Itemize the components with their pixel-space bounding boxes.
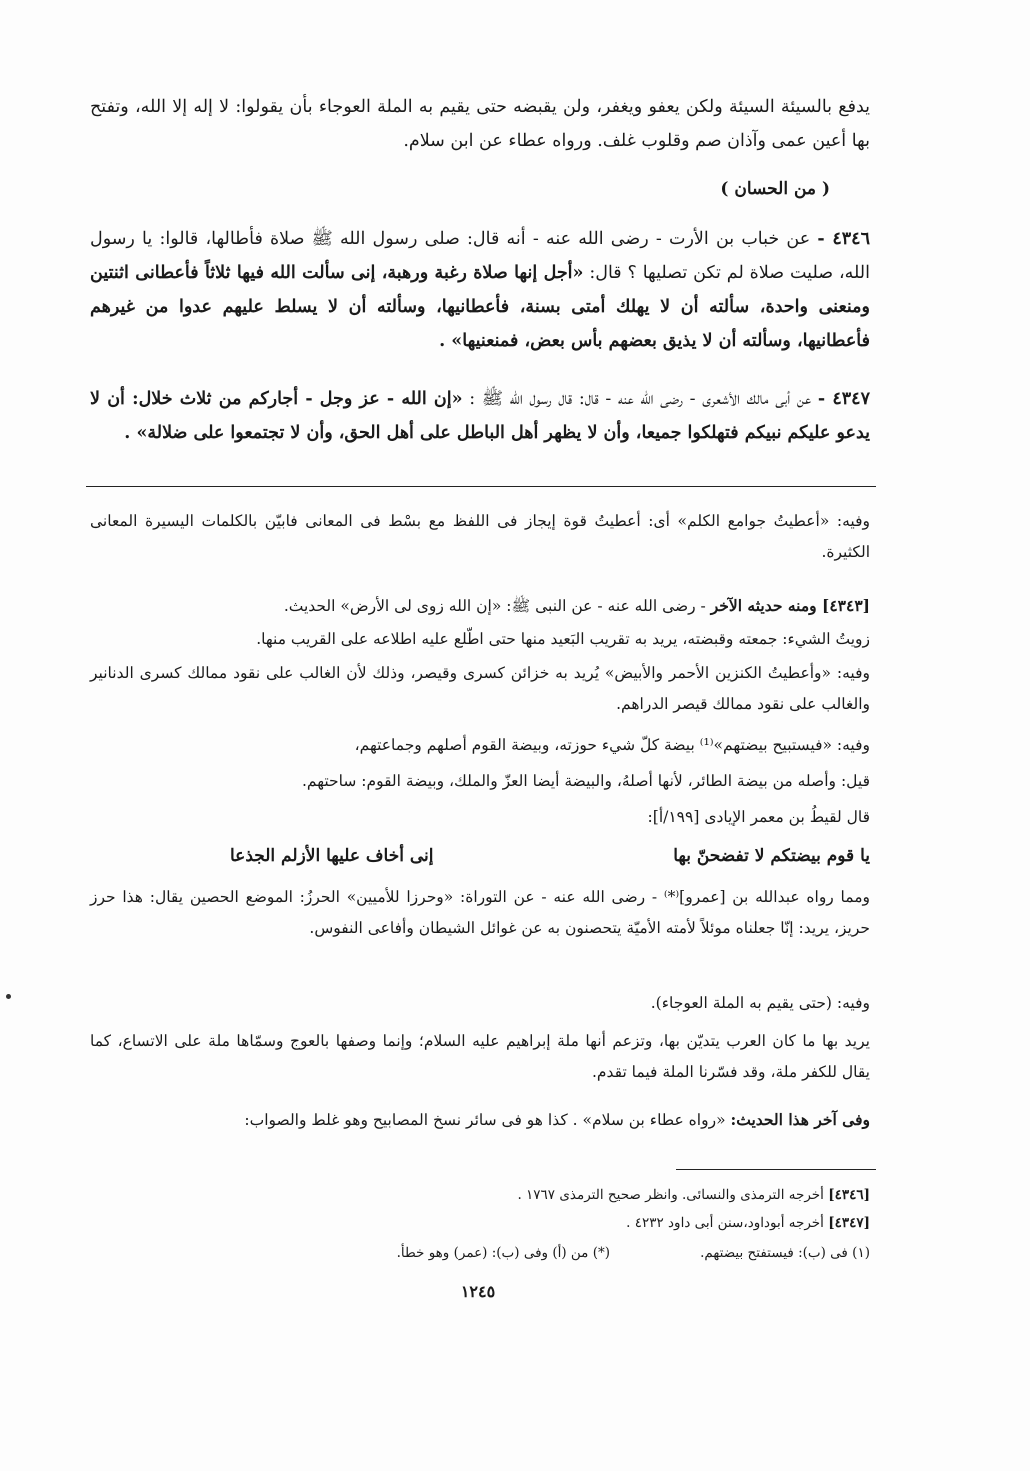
- commentary-8: [90, 882, 870, 944]
- hadith-quote: «إن الله - عز وجل - أجاركم من ثلاث خلال: أن لا يدعو عليكم نبيكم فتهلكوا جميعا، وأن لا يظهر أهل الباطل على أهل الحق، وأن لا تجتمعوا على ضلالة» .: [90, 389, 870, 443]
- poetry-verse: [230, 846, 870, 866]
- footnote-text: (١) فى (ب): فيستفتح بيضتهم.: [700, 1245, 870, 1261]
- commentary-text: يريد بها ما كان العرب يتديّن بها، وتزعم أنها ملة إبراهيم عليه السلام؛ وإنما وصفها بالعوج وسمّاها ملة على الاتساع، كما يقال للكفر ملة، وقد فسّرنا الملة فيما تقدم.: [90, 1032, 870, 1081]
- heading-text: ( من الحسان ): [720, 179, 830, 199]
- hadith-number: ٤٣٤٧ -: [817, 389, 870, 409]
- commentary-7: [90, 802, 870, 833]
- footnote-3: [630, 1240, 870, 1266]
- commentary-10: [90, 1026, 870, 1088]
- commentary-5: [90, 730, 870, 761]
- hadith-4347: [90, 382, 870, 450]
- commentary-11: [90, 1104, 870, 1136]
- footnote-ref: [٤٣٤٦]: [828, 1187, 870, 1203]
- commentary-3: [90, 624, 870, 655]
- commentary-text: وفيه: «وأعطيتُ الكنزين الأحمر والأبيض» يُريد به خزائن كسرى وقيصر، وذلك لأن الغالب على نقود ممالك كسرى الدنانير والغالب على نقود ممالك قيصر الدراهم.: [90, 664, 870, 713]
- section-heading: [90, 172, 870, 206]
- commentary-text: ومما رواه عبدالله بن [عمرو]⁽*⁾ - رضى الله عنه - عن التوراة: «وحرزا للأميين» الحرزُ: الموضع الحصين يقال: هذا حرز حريز، يريد: إنّا جعلناه موئلاً لأمته الأميّة يتحصنون به عن غوائل الشيطان وأفاعى النفوس.: [90, 888, 870, 937]
- commentary-ref: [٤٣٤٣] ومنه حديثه الآخر: [710, 596, 870, 615]
- commentary-text: «رواه عطاء بن سلام» . كذا هو فى سائر نسخ المصابيح وهو غلط والصواب:: [244, 1111, 726, 1129]
- commentary-4: [90, 658, 870, 720]
- commentary-9: [90, 988, 870, 1019]
- footnote-ref: [٤٣٤٧]: [828, 1215, 870, 1231]
- commentary-text: وفيه: «أعطيتُ جوامع الكلم» أى: أعطيتُ قوة إيجاز فى اللفظ مع بسْط فى المعانى فابيّن بالكلمات اليسيرة المعانى الكثيرة.: [90, 512, 870, 561]
- hadith-number: ٤٣٤٦ -: [817, 229, 870, 249]
- footnote-4: [210, 1240, 610, 1266]
- commentary-text: قال لقيطُ بن معمر الإيادى [١٩٩/أ]:: [647, 808, 870, 826]
- commentary-2: [90, 590, 870, 622]
- hadith-intro: عن أبى مالك الأشعرى - رضى الله عنه - قال: قال رسول الله ﷺ :: [469, 389, 812, 409]
- footnote-2: [170, 1210, 870, 1236]
- hadith-continuation: [90, 90, 870, 158]
- commentary-ref: وفى آخر هذا الحديث:: [730, 1110, 870, 1129]
- commentary-text: وفيه: «فيستبيح بيضتهم»⁽¹⁾ بيضة كلّ شيء حوزته، وبيضة القوم أصلهم وجماعتهم،: [354, 736, 870, 754]
- commentary-text: قيل: وأصله من بيضة الطائر، لأنها أصلهُ، والبيضة أيضا العزّ والملك، وبيضة القوم: ساحتهم.: [301, 772, 870, 790]
- footnote-divider: [676, 1169, 876, 1170]
- commentary-text: - رضى الله عنه - عن النبى ﷺ: «إن الله زوى لى الأرض» الحديث.: [283, 597, 706, 615]
- hadith-intro: عن خباب بن الأرت - رضى الله عنه - أنه قال: صلى رسول الله ﷺ صلاة فأطالها، قالوا: يا رسول الله، صليت صلاة لم تكن تصليها ؟ قال:: [90, 229, 870, 283]
- commentary-1: [90, 506, 870, 568]
- verse-first-hemistich: يا قوم بيضتكم لا تفضحنّ بها: [673, 846, 870, 866]
- commentary-6: [90, 766, 870, 797]
- commentary-text: زويتُ الشيء: جمعته وقبضته، يريد به تقريب البَعيد منها حتى اطّلع عليه اطلاعه على القريب منها.: [256, 630, 870, 648]
- scan-speck: [6, 994, 11, 999]
- footnote-text: (*) من (أ) وفى (ب): (عمر) وهو خطأ.: [396, 1245, 610, 1261]
- hadith-quote: «أجل إنها صلاة رغبة ورهبة، إنى سألت الله فيها ثلاثاً فأعطانى اثنتين ومنعنى واحدة، سألته أن لا يهلك أمتى بسنة، فأعطانيها، وسألته أن لا يسلط عليهم عدوا من غيرهم فأعطانيها، وسألته أن لا يذيق بعضهم بأس بعض، فمنعنيها» .: [90, 263, 870, 351]
- continuation-text: يدفع بالسيئة السيئة ولكن يعفو ويغفر، ولن يقبضه حتى يقيم به الملة العوجاء بأن يقولوا: لا إله إلا الله، وتفتح بها أعين عمى وآذان صم وقلوب غلف. ورواه عطاء عن ابن سلام.: [90, 97, 870, 151]
- page-number: ١٢٤٥: [460, 1282, 496, 1301]
- footnote-1: [170, 1182, 870, 1208]
- verse-second-hemistich: إنى أخاف عليها الأزلم الجذعا: [230, 846, 434, 866]
- main-divider: [86, 486, 876, 487]
- hadith-4346: [90, 222, 870, 358]
- footnote-text: أخرجه الترمذى والنسائى. وانظر صحيح الترمذى ١٧٦٧ .: [517, 1187, 824, 1203]
- commentary-text: وفيه: (حتى يقيم به الملة العوجاء).: [650, 994, 870, 1012]
- footnote-text: أخرجه أبوداود،سنن أبى داود ٤٢٣٢ .: [626, 1215, 824, 1231]
